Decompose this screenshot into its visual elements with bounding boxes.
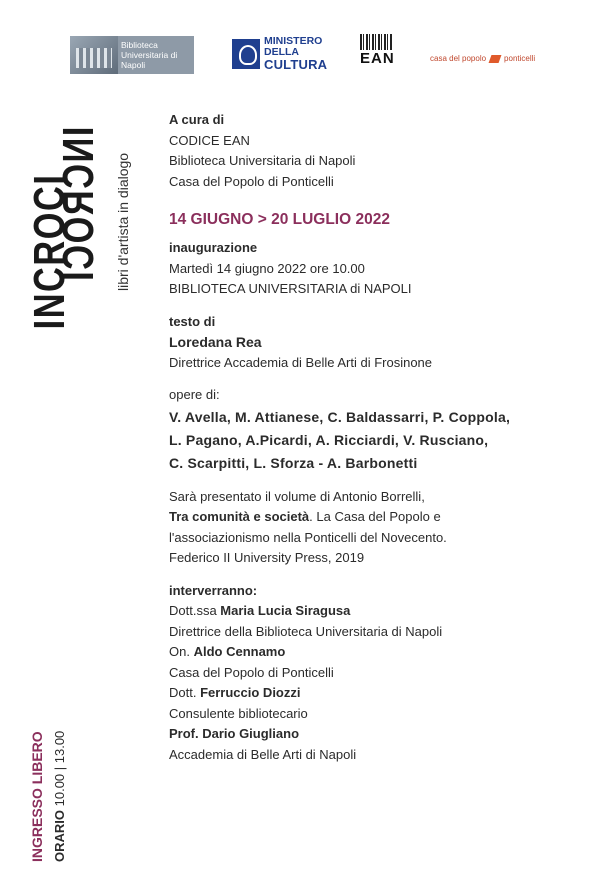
biblioteca-building-icon <box>70 36 118 74</box>
speaker-title: Dott.ssa <box>169 603 221 618</box>
volume-line-2 <box>169 507 579 528</box>
volume-line-4: Federico II University Press, 2019 <box>169 550 365 565</box>
inaugurazione-where: BIBLIOTECA UNIVERSITARIA di NAPOLI <box>169 281 412 296</box>
biblioteca-logo <box>70 36 194 74</box>
speaker-name-line <box>169 642 579 663</box>
speaker-title: On. <box>169 644 194 659</box>
casa-del-popolo-logo <box>430 54 535 63</box>
orario-label: ORARIO <box>52 810 67 862</box>
speaker-role: Accademia di Belle Arti di Napoli <box>169 746 357 762</box>
casa-logo-text: casa del popolo <box>430 54 487 63</box>
barcode-icon <box>360 34 392 50</box>
testo-role: Direttrice Accademia di Belle Arti di Frosinone <box>169 354 433 370</box>
volume-line-3: l'associazionismo nella Ponticelli del Novecento. <box>169 529 447 545</box>
interverranno-label: interverranno: <box>169 582 258 598</box>
artists-line: C. Scarpitti, L. Sforza - A. Barbonetti <box>169 454 418 471</box>
casa-mark-icon <box>489 55 502 63</box>
speaker-role: Direttrice della Biblioteca Universitaria di Napoli <box>169 623 443 639</box>
speaker-name: Maria Lucia Siragusa <box>220 603 351 618</box>
ministero-line-3: CULTURA <box>264 57 328 72</box>
cura-line: Biblioteca Universitaria di Napoli <box>169 153 356 168</box>
speaker-name-line <box>169 683 579 704</box>
ean-logo-text: EAN <box>360 50 395 67</box>
inaugurazione-when: Martedì 14 giugno 2022 ore 10.00 <box>169 260 365 276</box>
speaker-name: Ferruccio Diozzi <box>200 685 301 700</box>
ministero-logo <box>232 36 327 72</box>
speaker-name: Aldo Cennamo <box>193 644 286 659</box>
cura-line: Casa del Popolo di Ponticelli <box>169 173 334 189</box>
ministero-line-1: MINISTERO <box>264 35 323 47</box>
event-subtitle: libri d'artista in dialogo <box>115 152 131 291</box>
inaugurazione-label: inaugurazione <box>169 240 258 255</box>
testo-author: Loredana Rea <box>169 334 262 350</box>
event-title: INCROCI <box>25 173 74 330</box>
ingresso-libero: INGRESSO LIBERO <box>29 731 45 862</box>
event-date: 14 GIUGNO > 20 LUGLIO 2022 <box>169 211 390 228</box>
main-content <box>169 110 579 765</box>
artists-line: L. Pagano, A.Picardi, A. Ricciardi, V. Rusciano, <box>169 431 489 448</box>
cura-line: CODICE EAN <box>169 132 250 148</box>
orario-value: 10.00 | 13.00 <box>52 730 67 807</box>
logo-bar <box>0 30 591 82</box>
biblioteca-logo-text: Biblioteca Universitaria di Napoli <box>118 36 194 74</box>
volume-line-1: Sarà presentato il volume di Antonio Borrelli, <box>169 488 425 504</box>
speaker-title: Dott. <box>169 685 201 700</box>
ministero-line-2: DELLA <box>264 46 299 58</box>
speaker-name-line <box>169 601 579 622</box>
speaker-role: Consulente bibliotecario <box>169 705 308 721</box>
volume-line-2-rest: . La Casa del Popolo e <box>309 509 441 524</box>
testo-label: testo di <box>169 313 216 329</box>
ministero-emblem-icon <box>232 39 260 69</box>
cura-label: A cura di <box>169 112 225 127</box>
orario <box>52 712 68 862</box>
speaker-name-line <box>169 724 579 745</box>
speaker-name: Prof. Dario Giugliano <box>169 726 300 741</box>
speaker-role: Casa del Popolo di Ponticelli <box>169 664 334 680</box>
ponticelli-logo-text: ponticelli <box>504 54 536 63</box>
ean-logo <box>360 34 395 67</box>
volume-title: Tra comunità e società <box>169 509 310 524</box>
opere-label: opere di: <box>169 387 220 402</box>
artists-line: V. Avella, M. Attianese, C. Baldassarri, P. Coppola, <box>169 408 511 425</box>
event-title-mirrored: INCROCI <box>54 126 103 283</box>
